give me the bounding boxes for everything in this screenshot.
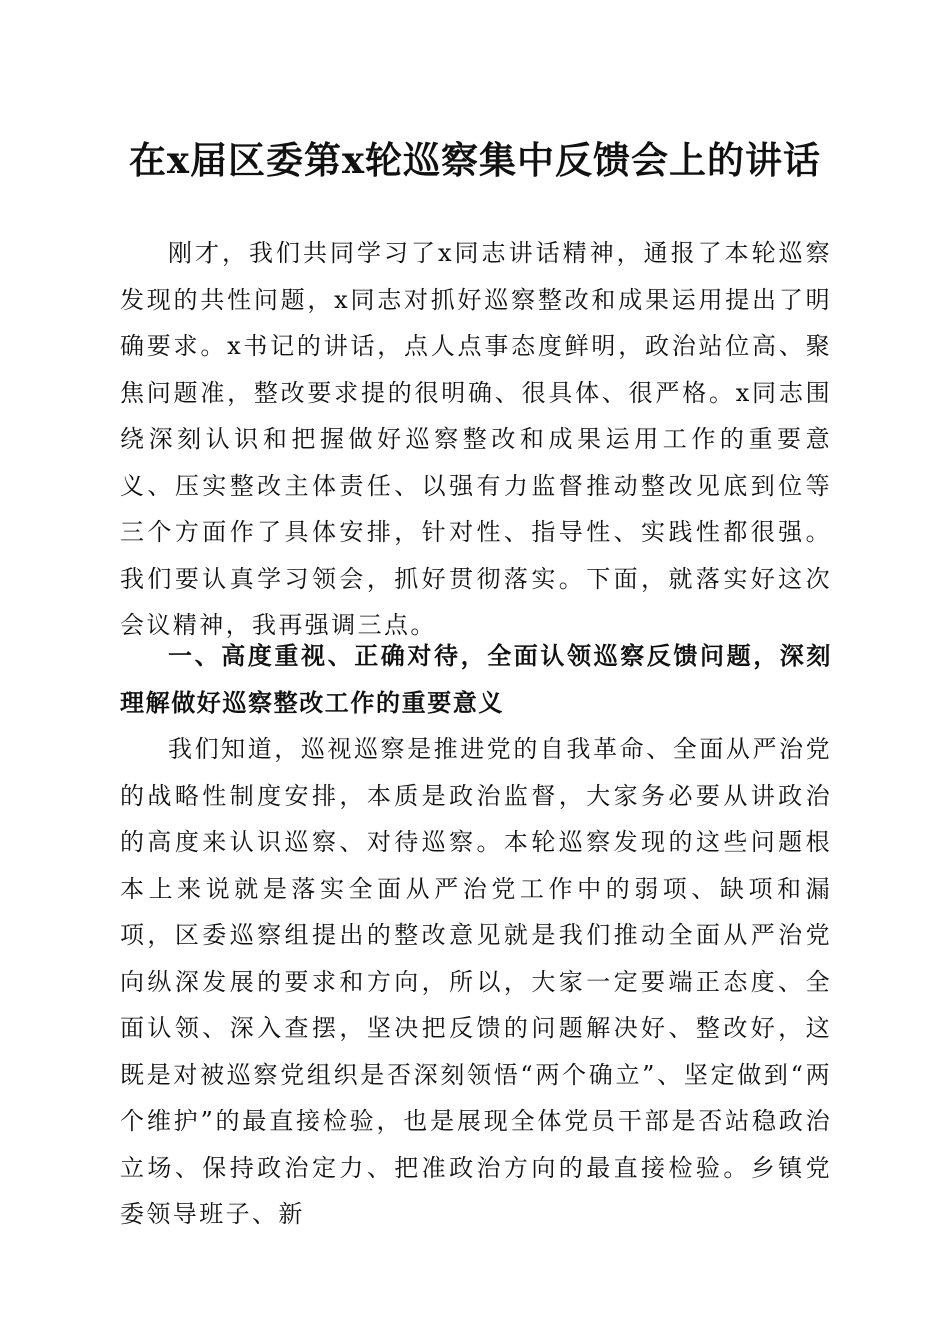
intro-paragraph: 刚才，我们共同学习了x同志讲话精神，通报了本轮巡察发现的共性问题，x同志对抓好巡察整改和成果运用提出了明确要求。x书记的讲话，点人点事态度鲜明，政治站位高、聚焦问题准，整改要求提的很明确、很具体、很严格。x同志围绕深刻认识和把握做好巡察整改和成果运用工作的重要意义、压实整改主体责任、以强有力监督推动整改见底到位等三个方面作了具体安排，针对性、指导性、实践性都很强。我们要认真学习领会，抓好贯彻落实。下面，就落实好这次会议精神，我再强调三点。 — [120, 239, 832, 639]
section-heading: 一、高度重视、正确对待，全面认领巡察反馈问题，深刻理解做好巡察整改工作的重要意义 — [120, 642, 832, 717]
section-block — [120, 633, 832, 1238]
document-title: 在x届区委第x轮巡察集中反馈会上的讲话 — [128, 138, 822, 182]
section-paragraph: 我们知道，巡视巡察是推进党的自我革命、全面从严治党的战略性制度安排，本质是政治监督，大家务必要从讲政治的高度来认识巡察、对待巡察。本轮巡察发现的这些问题根本上来说就是落实全面从严治党工作中的弱项、缺项和漏项，区委巡察组提出的整改意见就是我们推动全面从严治党向纵深发展的要求和方向，所以，大家一定要端正态度、全面认领、深入查摆，坚决把反馈的问题解决好、整改好，这既是对被巡察党组织是否深刻领悟“两个确立”、坚定做到“两个维护”的最直接检验，也是展现全体党员干部是否站稳政治立场、保持政治定力、把准政治方向的最直接检验。乡镇党委领导班子、新 — [120, 735, 832, 1228]
intro-block — [120, 230, 832, 649]
